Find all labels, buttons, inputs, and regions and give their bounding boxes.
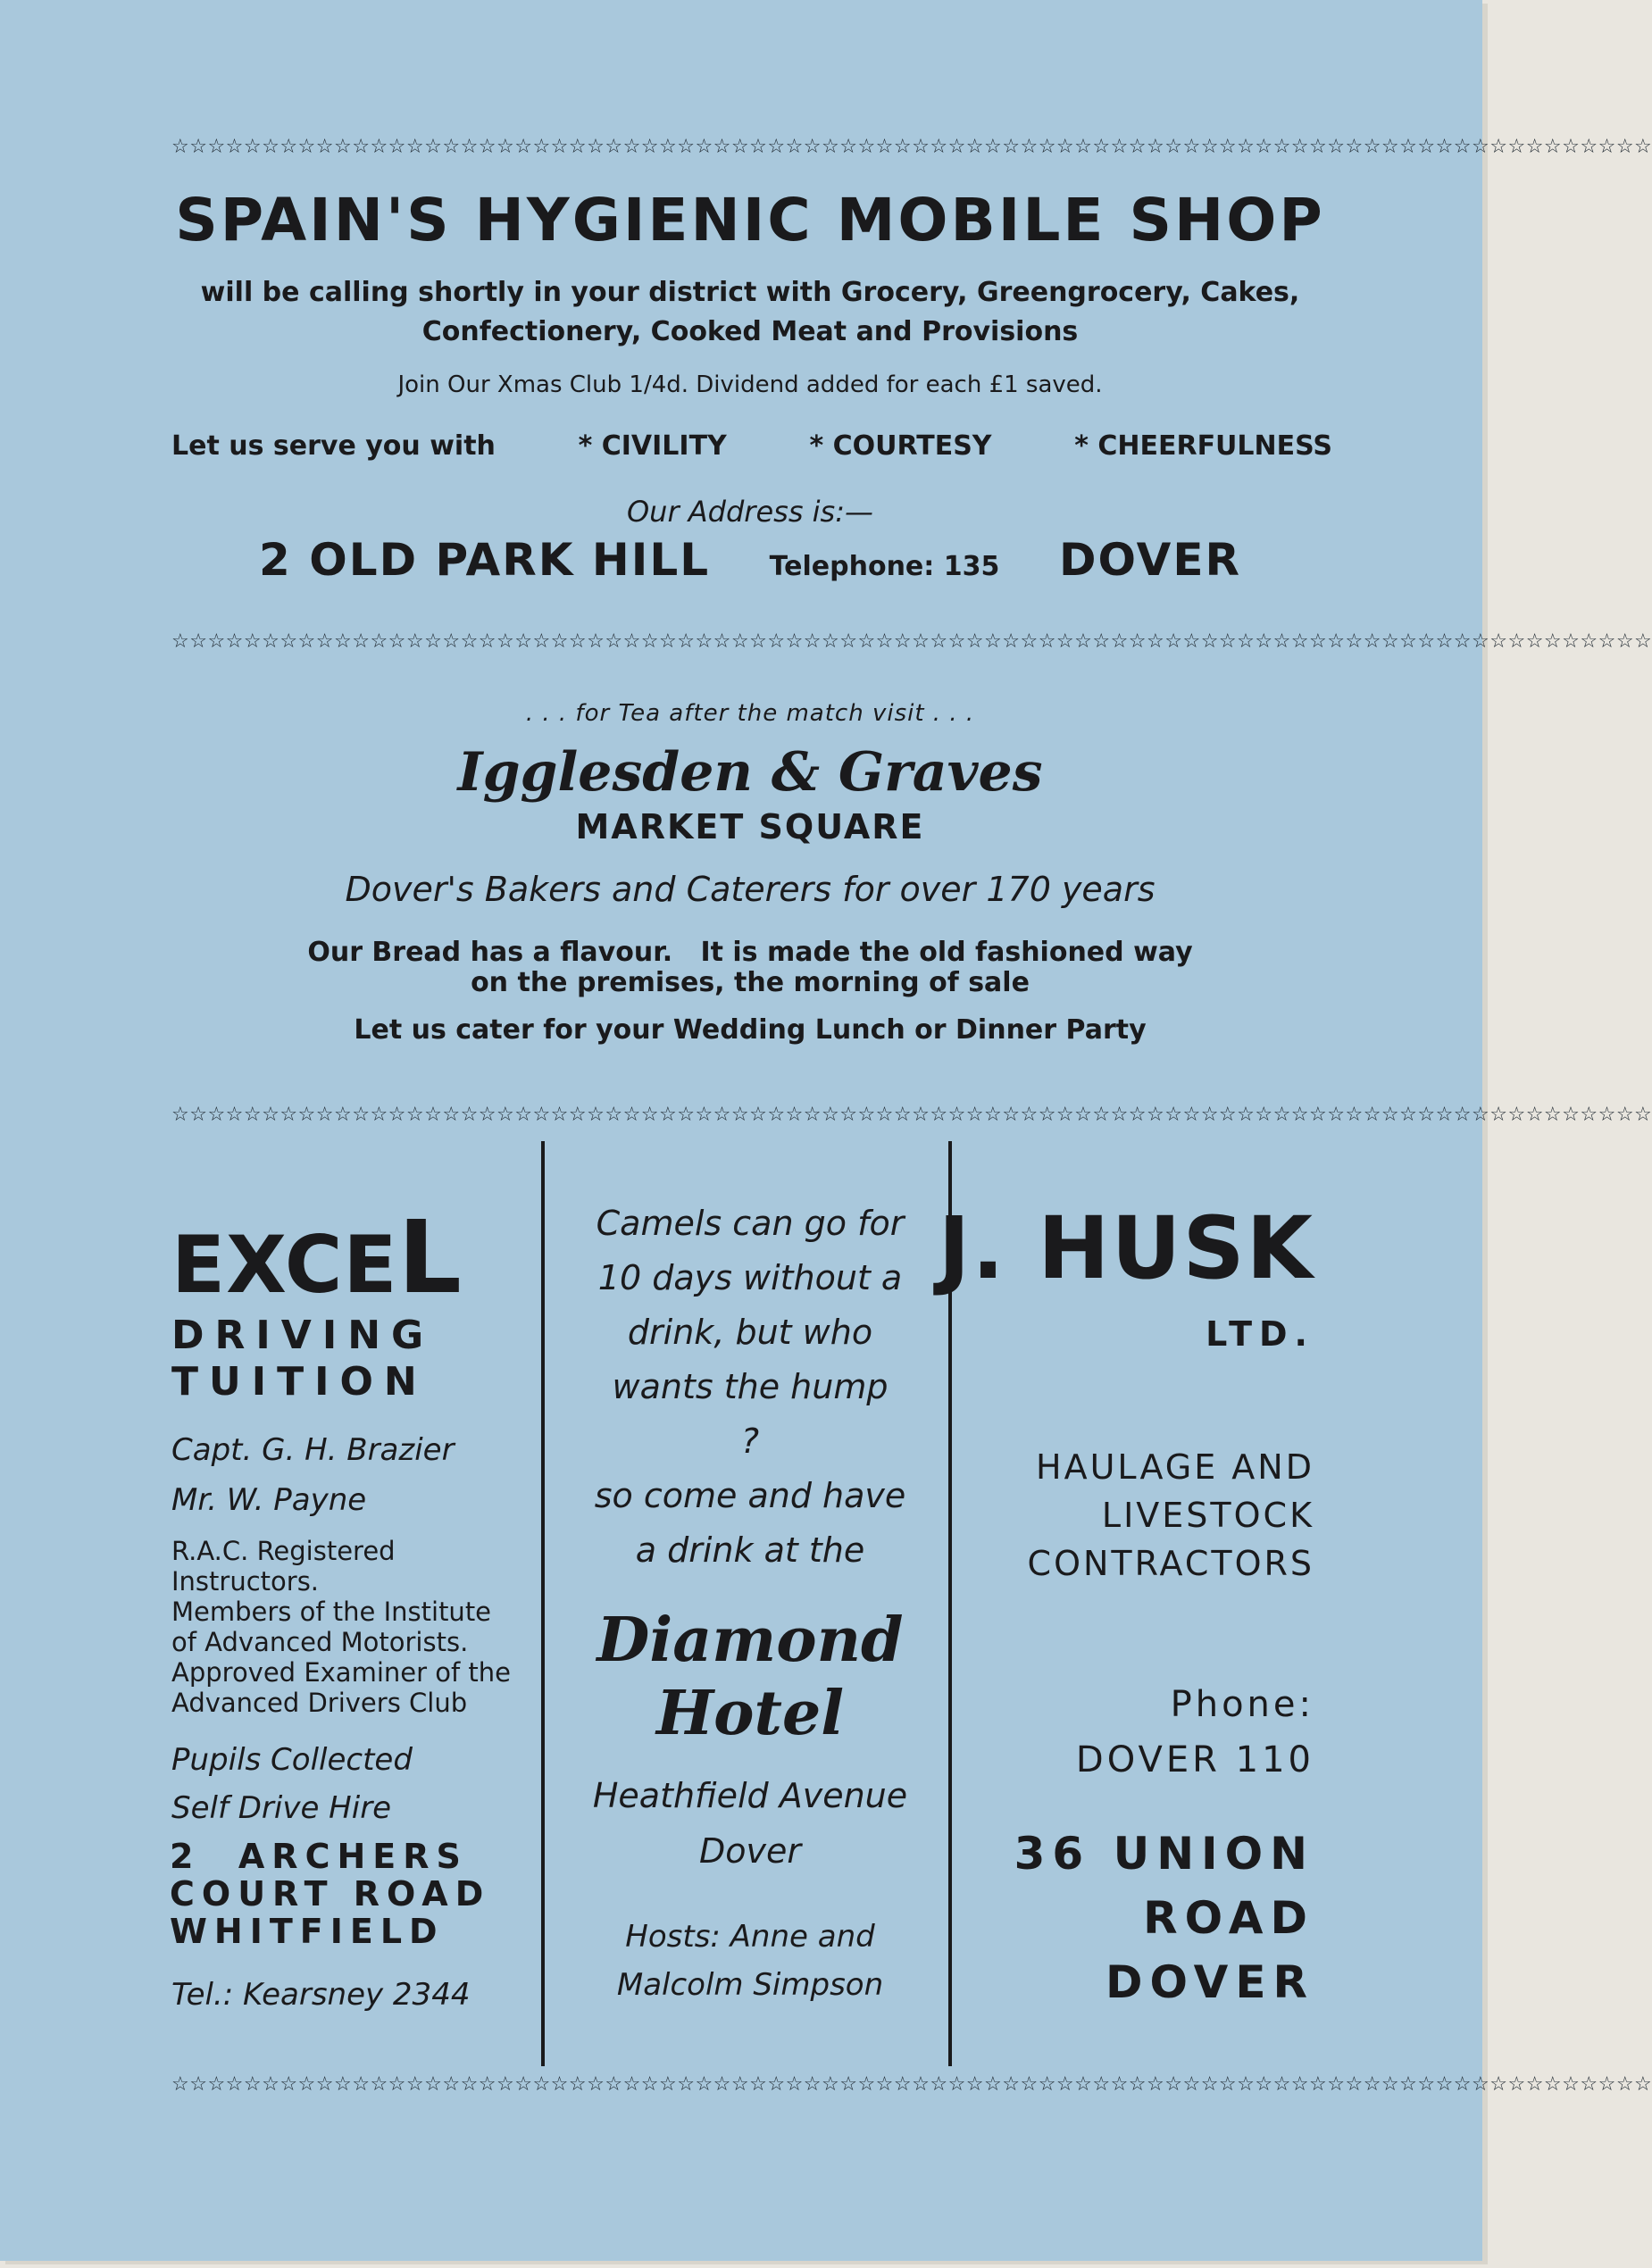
camel-line1: Camels can go for bbox=[596, 1204, 905, 1243]
husk-desc-line2: LIVESTOCK bbox=[1101, 1496, 1314, 1535]
excel-hire: Self Drive Hire bbox=[171, 1790, 392, 1826]
diamond-name-line1: Diamond bbox=[597, 1605, 904, 1676]
excel-title-main: EXCE bbox=[171, 1219, 398, 1311]
husk-ltd: LTD. bbox=[1206, 1314, 1314, 1354]
excel-rac-line5: Approved Examiner of the bbox=[171, 1657, 512, 1688]
husk-address bbox=[939, 1822, 1314, 2014]
husk-addr-line1: 36 UNION bbox=[1014, 1828, 1314, 1880]
spain-title: SPAIN'S HYGIENIC MOBILE SHOP bbox=[175, 186, 1325, 254]
spain-town: DOVER bbox=[1058, 534, 1241, 586]
camel-line2: 10 days without a bbox=[597, 1258, 903, 1297]
husk-title: J. HUSK bbox=[938, 1198, 1314, 1298]
excel-addr-line1: 2 ARCHERS bbox=[170, 1837, 468, 1876]
star-divider-bottom: ☆☆☆☆☆☆☆☆☆☆☆☆☆☆☆☆☆☆☆☆☆☆☆☆☆☆☆☆☆☆☆☆☆☆☆☆☆☆☆☆☆☆☆☆☆☆☆☆☆☆☆☆☆☆☆☆☆☆☆☆☆☆☆☆☆☆☆☆☆☆☆☆☆☆☆☆☆☆☆☆☆☆ bbox=[171, 2073, 1652, 2096]
spain-address-intro: Our Address is:— bbox=[626, 495, 873, 529]
husk-desc-line1: HAULAGE AND bbox=[1036, 1447, 1314, 1487]
spain-desc-line1: will be calling shortly in your district with Grocery, Greengrocery, Cakes, bbox=[200, 277, 1300, 308]
husk-addr-line3: DOVER bbox=[1105, 1956, 1314, 2008]
excel-rac-line2: Instructors. bbox=[171, 1566, 320, 1597]
spain-desc-line2: Confectionery, Cooked Meat and Provisions bbox=[421, 316, 1079, 347]
husk-phone bbox=[939, 1677, 1314, 1788]
husk-desc-line3: CONTRACTORS bbox=[1027, 1544, 1314, 1583]
igglesden-bread-line1: Our Bread has a flavour. It is made the old fashioned way bbox=[307, 937, 1193, 968]
excel-title bbox=[171, 1200, 463, 1316]
igglesden-intro: . . . for Tea after the match visit . . . bbox=[525, 700, 975, 727]
diamond-addr-line1: Heathfield Avenue bbox=[592, 1776, 908, 1815]
spain-address: 2 OLD PARK HILL bbox=[259, 534, 711, 586]
spain-serve-label: Let us serve you with bbox=[171, 430, 496, 462]
excel-name1: Capt. G. H. Brazier bbox=[171, 1432, 455, 1468]
spain-telephone: Telephone: 135 bbox=[769, 551, 1000, 582]
camel-line5: ? bbox=[740, 1422, 760, 1461]
igglesden-bread-line2: on the premises, the morning of sale bbox=[471, 967, 1030, 998]
spain-values-row bbox=[171, 430, 1332, 462]
igglesden-location: MARKET SQUARE bbox=[575, 807, 925, 846]
diamond-name-line2: Hotel bbox=[655, 1678, 845, 1749]
husk-phone-number: DOVER 110 bbox=[1075, 1739, 1314, 1780]
excel-rac-line6: Advanced Drivers Club bbox=[171, 1688, 468, 1718]
excel-address bbox=[170, 1838, 490, 1950]
camel-line6: so come and have bbox=[594, 1476, 906, 1515]
excel-instructors bbox=[171, 1425, 455, 1525]
excel-qualifications bbox=[171, 1536, 546, 1718]
excel-rac-line3: Members of the Institute bbox=[171, 1597, 492, 1627]
diamond-hotel-name bbox=[554, 1604, 947, 1750]
husk-addr-line2: ROAD bbox=[1143, 1892, 1314, 1944]
igglesden-catering: Let us cater for your Wedding Lunch or Dinner Party bbox=[354, 1014, 1147, 1046]
igglesden-name: Igglesden & Graves bbox=[457, 741, 1043, 804]
excel-addr-line2: COURT ROAD bbox=[170, 1874, 491, 1914]
diamond-addr-line2: Dover bbox=[699, 1831, 801, 1871]
husk-phone-label: Phone: bbox=[1170, 1684, 1314, 1725]
igglesden-bread-text bbox=[161, 938, 1339, 998]
excel-rac-line4: of Advanced Motorists. bbox=[171, 1627, 469, 1657]
husk-description bbox=[939, 1443, 1314, 1588]
excel-title-last: L bbox=[397, 1200, 463, 1316]
star-divider-top: ☆☆☆☆☆☆☆☆☆☆☆☆☆☆☆☆☆☆☆☆☆☆☆☆☆☆☆☆☆☆☆☆☆☆☆☆☆☆☆☆☆☆☆☆☆☆☆☆☆☆☆☆☆☆☆☆☆☆☆☆☆☆☆☆☆☆☆☆☆☆☆☆☆☆☆☆☆☆☆☆☆☆ bbox=[171, 136, 1652, 158]
igglesden-tagline: Dover's Bakers and Caterers for over 170 years bbox=[345, 870, 1156, 909]
excel-addr-line3: WHITFIELD bbox=[170, 1912, 445, 1951]
camel-line3: drink, but who bbox=[627, 1313, 873, 1352]
spain-courtesy: * COURTESY bbox=[809, 430, 992, 462]
diamond-hosts bbox=[554, 1913, 947, 2009]
star-divider-3: ☆☆☆☆☆☆☆☆☆☆☆☆☆☆☆☆☆☆☆☆☆☆☆☆☆☆☆☆☆☆☆☆☆☆☆☆☆☆☆☆☆☆☆☆☆☆☆☆☆☆☆☆☆☆☆☆☆☆☆☆☆☆☆☆☆☆☆☆☆☆☆☆☆☆☆☆☆☆☆☆☆☆ bbox=[171, 1104, 1652, 1126]
camel-line7: a drink at the bbox=[635, 1530, 865, 1570]
star-divider-2: ☆☆☆☆☆☆☆☆☆☆☆☆☆☆☆☆☆☆☆☆☆☆☆☆☆☆☆☆☆☆☆☆☆☆☆☆☆☆☆☆☆☆☆☆☆☆☆☆☆☆☆☆☆☆☆☆☆☆☆☆☆☆☆☆☆☆☆☆☆☆☆☆☆☆☆☆☆☆☆☆☆☆ bbox=[171, 630, 1652, 653]
excel-sub-line2: TUITION bbox=[171, 1359, 428, 1405]
excel-services bbox=[171, 1736, 413, 1832]
excel-telephone: Tel.: Kearsney 2344 bbox=[171, 1977, 471, 2013]
excel-rac-line1: R.A.C. Registered bbox=[171, 1536, 396, 1566]
excel-sub-line1: DRIVING bbox=[171, 1313, 435, 1358]
excel-name2: Mr. W. Payne bbox=[171, 1482, 367, 1518]
spain-civility: * CIVILITY bbox=[578, 430, 727, 462]
spain-cheerfulness: * CHEERFULNESS bbox=[1074, 430, 1332, 462]
diamond-hosts-line2: Malcolm Simpson bbox=[616, 1967, 884, 2003]
spain-description bbox=[161, 273, 1339, 352]
excel-subtitle bbox=[171, 1313, 434, 1405]
spain-xmas-club: Join Our Xmas Club 1/4d. Dividend added for each £1 saved. bbox=[397, 371, 1103, 398]
excel-pupils: Pupils Collected bbox=[171, 1742, 413, 1778]
diamond-address bbox=[554, 1768, 947, 1879]
camel-slogan bbox=[554, 1197, 947, 1578]
diamond-hosts-line1: Hosts: Anne and bbox=[625, 1919, 875, 1955]
camel-line4: wants the hump bbox=[612, 1367, 889, 1406]
spain-address-row bbox=[259, 534, 1241, 586]
